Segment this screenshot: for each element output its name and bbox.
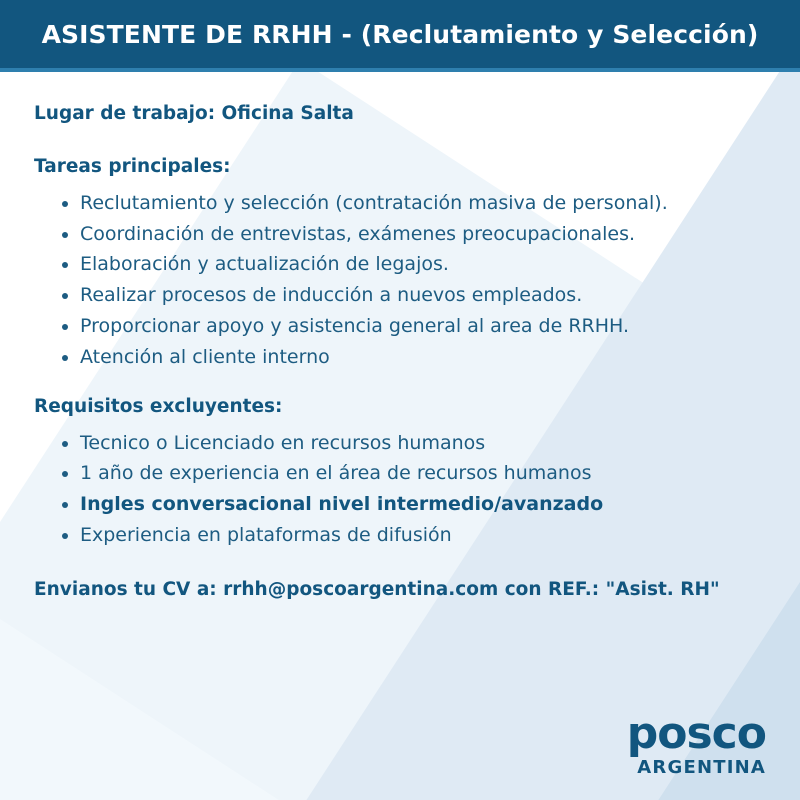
list-item: 1 año de experiencia en el área de recursos humanos — [58, 458, 766, 489]
list-item: Proporcionar apoyo y asistencia general al area de RRHH. — [58, 311, 766, 342]
poster-header — [0, 0, 800, 68]
logo-subtitle: ARGENTINA — [637, 757, 766, 778]
requirements-heading: Requisitos excluyentes: — [34, 395, 283, 417]
logo-wordmark: posco — [626, 708, 766, 760]
list-item: Elaboración y actualización de legajos. — [58, 249, 766, 280]
list-item: Experiencia en plataformas de difusión — [58, 520, 766, 551]
list-item: Tecnico o Licenciado en recursos humanos — [58, 428, 766, 459]
list-item: Reclutamiento y selección (contratación masiva de personal). — [58, 188, 766, 219]
tasks-heading: Tareas principales: — [34, 155, 231, 177]
work-location-line: Lugar de trabajo: Oficina Salta — [34, 103, 354, 124]
spacer — [34, 127, 766, 155]
apply-cta-text: Envianos tu CV a: rrhh@poscoargentina.com con REF.: "Asist. RH" — [34, 578, 720, 600]
list-item: Coordinación de entrevistas, exámenes preocupacionales. — [58, 219, 766, 250]
spacer — [34, 373, 766, 395]
poster-content — [0, 72, 800, 600]
list-item: Realizar procesos de inducción a nuevos empleados. — [58, 280, 766, 311]
list-item: Ingles conversacional nivel intermedio/avanzado — [58, 489, 766, 520]
posco-argentina-logo — [626, 708, 766, 778]
list-item: Atención al cliente interno — [58, 342, 766, 373]
tasks-list — [34, 188, 766, 373]
spacer — [34, 551, 766, 579]
requirements-list — [34, 428, 766, 551]
page-title: ASISTENTE DE RRHH - (Reclutamiento y Selección) — [41, 19, 759, 49]
